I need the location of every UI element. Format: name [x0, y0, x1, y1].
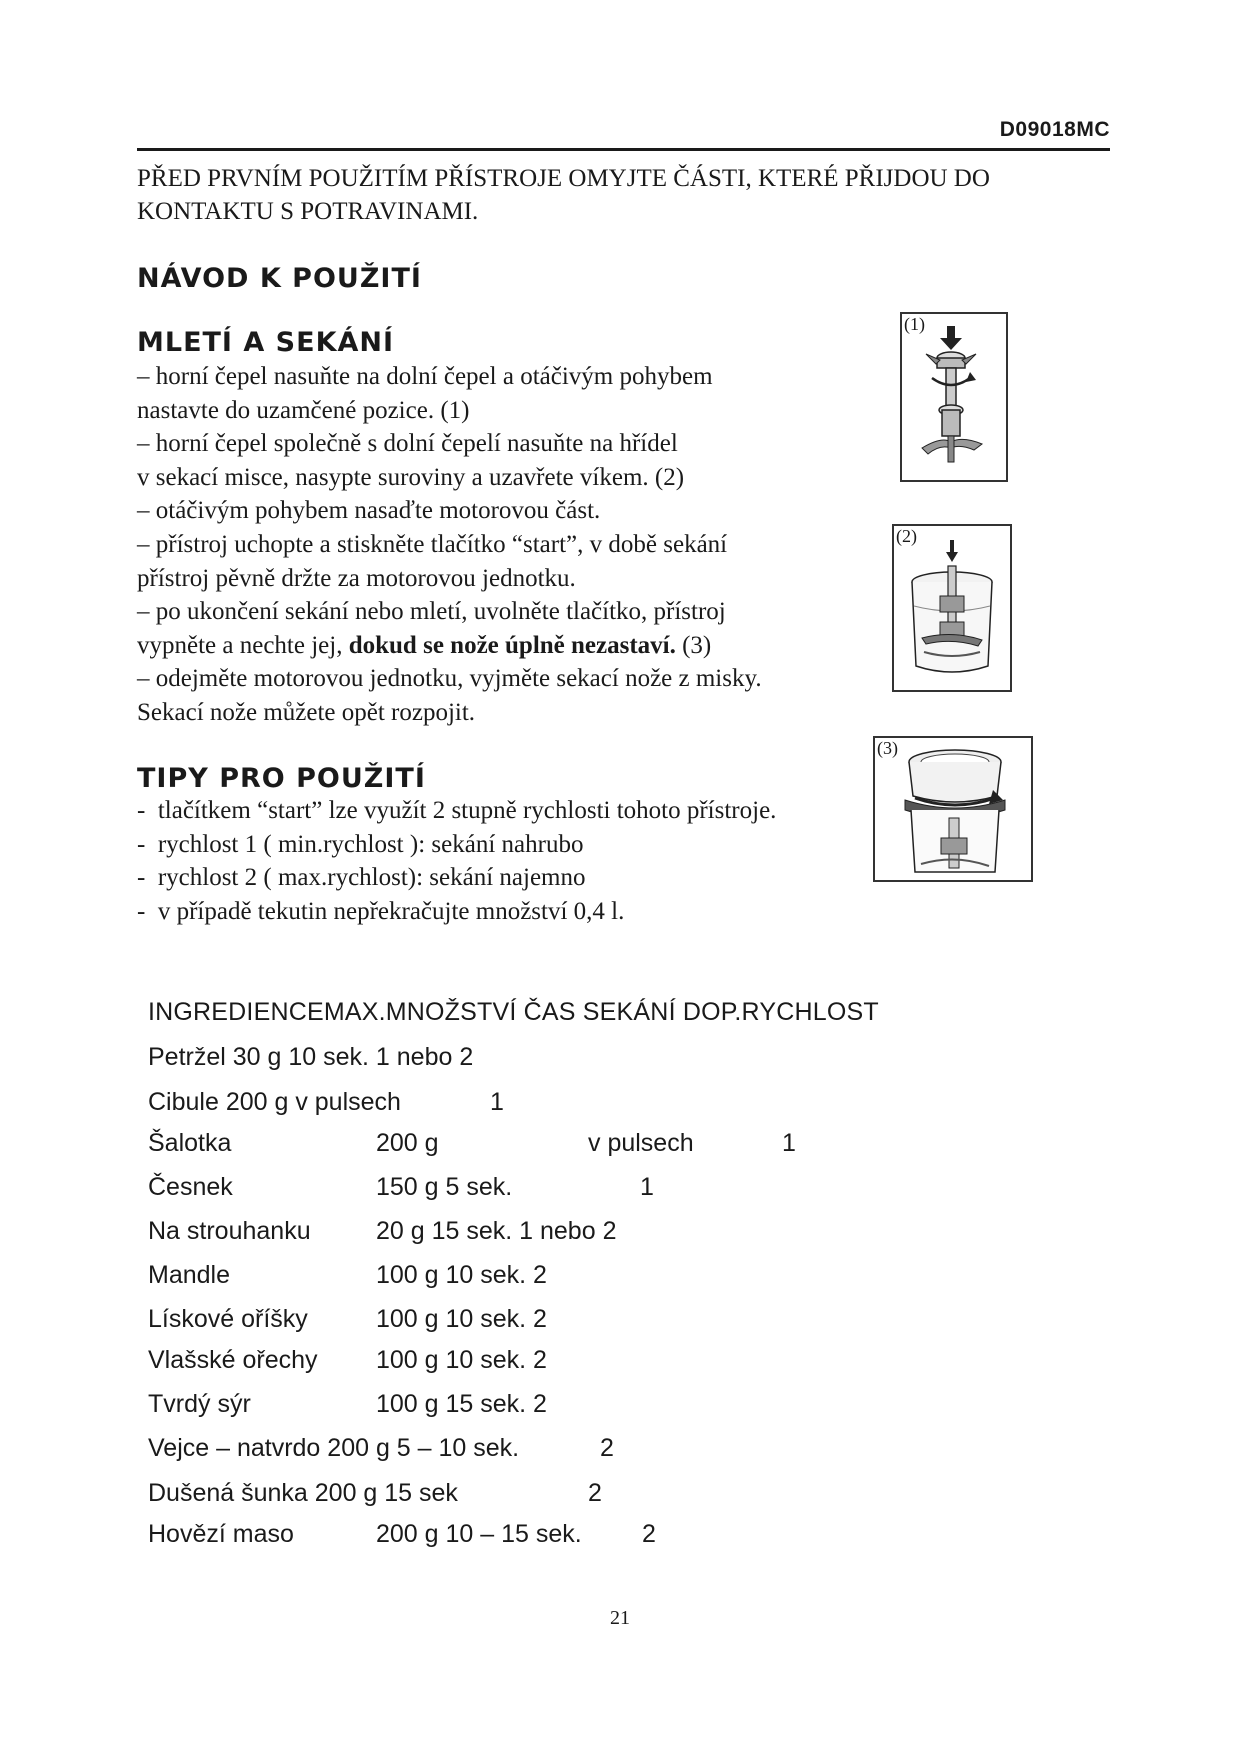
cell-amount: 100 g 15 sek. 2	[376, 1390, 547, 1418]
warning-line-2: KONTAKTU S POTRAVINAMI.	[137, 198, 479, 225]
figure-1	[900, 312, 1008, 482]
tips-list	[137, 794, 937, 928]
cell-ingredient: Vejce – natvrdo 200 g 5 – 10 sek.	[148, 1434, 520, 1462]
tip-item	[137, 828, 937, 862]
tip-bullet: -	[137, 830, 146, 858]
cell-ingredient: Lískové oříšky	[148, 1305, 308, 1333]
figure-1-label: (1)	[904, 314, 925, 334]
warning-line-1: PŘED PRVNÍM POUŽITÍM PŘÍSTROJE OMYJTE ČÁSTI, KTERÉ PŘIJDOU DO	[137, 165, 990, 192]
cell-speed: 2	[600, 1434, 614, 1462]
cell-amount: 150 g 5 sek.	[376, 1173, 513, 1201]
instruction-line: nastavte do uzamčené pozice. (1)	[137, 396, 470, 424]
cell-ingredient: Vlašské ořechy	[148, 1346, 318, 1374]
cell-speed: 1	[490, 1088, 504, 1116]
cell-speed: 1	[640, 1173, 654, 1201]
motor-unit-on-bowl-icon	[875, 738, 1031, 880]
cell-amount: 100 g 10 sek. 2	[376, 1261, 547, 1289]
cell-ingredient: Česnek	[148, 1173, 233, 1201]
instruction-bold-text: dokud se nože úplně nezastaví.	[348, 631, 676, 659]
instruction-line: – přístroj uchopte a stiskněte tlačítko “start”, v době sekání	[137, 530, 728, 558]
instruction-line: přístroj pěvně držte za motorovou jednotku.	[137, 564, 576, 592]
heading-navod: NÁVOD K POUŽITÍ	[137, 263, 422, 294]
figure-3	[873, 736, 1033, 882]
tip-item	[137, 794, 937, 828]
tip-text: rychlost 2 ( max.rychlost): sekání najemno	[157, 864, 586, 892]
cell-speed: 2	[642, 1520, 656, 1548]
instruction-line: v sekací misce, nasypte suroviny a uzavřete víkem. (2)	[137, 463, 685, 491]
figure-3-label: (3)	[877, 738, 898, 758]
instruction-line: Sekací nože můžete opět rozpojit.	[137, 698, 476, 726]
tip-item	[137, 861, 937, 895]
page-number: 21	[610, 1607, 630, 1629]
instruction-text: vypněte a nechte jej,	[137, 631, 349, 659]
tip-bullet: -	[137, 897, 146, 925]
cell-ingredient: Tvrdý sýr	[148, 1390, 251, 1418]
instruction-line: – otáčivým pohybem nasaďte motorovou část.	[137, 497, 601, 525]
instruction-text: (3)	[675, 631, 712, 659]
cell-amount: 200 g	[376, 1129, 439, 1157]
figure-2	[892, 524, 1012, 692]
tip-text: rychlost 1 ( min.rychlost ): sekání nahrubo	[157, 830, 584, 858]
cell-ingredient: Hovězí maso	[148, 1520, 294, 1548]
instruction-line: – horní čepel společně s dolní čepelí nasuňte na hřídel	[137, 430, 678, 458]
mleti-instructions	[137, 360, 897, 730]
tip-bullet: -	[137, 797, 146, 824]
heading-tipy: TIPY PRO POUŽITÍ	[137, 763, 426, 794]
cell-time: v pulsech	[588, 1129, 694, 1157]
cell-amount: 200 g 10 – 15 sek.	[376, 1520, 582, 1548]
tip-text: v případě tekutin nepřekračujte množství 0,4 l.	[157, 897, 625, 925]
instruction-line: – odejměte motorovou jednotku, vyjměte sekací nože z misky.	[137, 665, 762, 693]
table-header: INGREDIENCEMAX.MNOŽSTVÍ ČAS SEKÁNÍ DOP.RYCHLOST	[148, 998, 879, 1026]
cell-ingredient: Mandle	[148, 1261, 230, 1289]
cell-speed: 1	[782, 1129, 796, 1157]
cell-ingredient: Na strouhanku	[148, 1217, 311, 1245]
blade-assembly-icon	[902, 314, 1006, 480]
heading-mleti: MLETÍ A SEKÁNÍ	[137, 327, 395, 358]
tip-item	[137, 895, 937, 929]
cell-ingredient: Dušená šunka 200 g 15 sek	[148, 1479, 458, 1507]
instruction-line: – po ukončení sekání nebo mletí, uvolněte tlačítko, přístroj	[137, 598, 726, 626]
tip-text: tlačítkem “start” lze využít 2 stupně rychlosti tohoto přístroje.	[157, 797, 777, 824]
cell-amount: 100 g 10 sek. 2	[376, 1305, 547, 1333]
cell-ingredient: Petržel 30 g 10 sek. 1 nebo 2	[148, 1043, 474, 1071]
cell-ingredient: Cibule 200 g v pulsech	[148, 1088, 401, 1116]
model-number: D09018MC	[999, 118, 1110, 141]
instruction-line: – horní čepel nasuňte na dolní čepel a otáčivým pohybem	[137, 363, 713, 390]
cell-amount: 100 g 10 sek. 2	[376, 1346, 547, 1374]
instruction-line-emphasis	[137, 629, 897, 663]
header-rule	[137, 148, 1110, 151]
cell-ingredient: Šalotka	[148, 1129, 232, 1157]
cell-speed: 2	[588, 1479, 602, 1507]
bowl-with-blade-icon	[894, 526, 1010, 690]
figure-2-label: (2)	[896, 526, 917, 546]
cell-amount: 20 g 15 sek. 1 nebo 2	[376, 1217, 617, 1245]
tip-bullet: -	[137, 864, 146, 892]
safety-warning	[137, 162, 1107, 228]
